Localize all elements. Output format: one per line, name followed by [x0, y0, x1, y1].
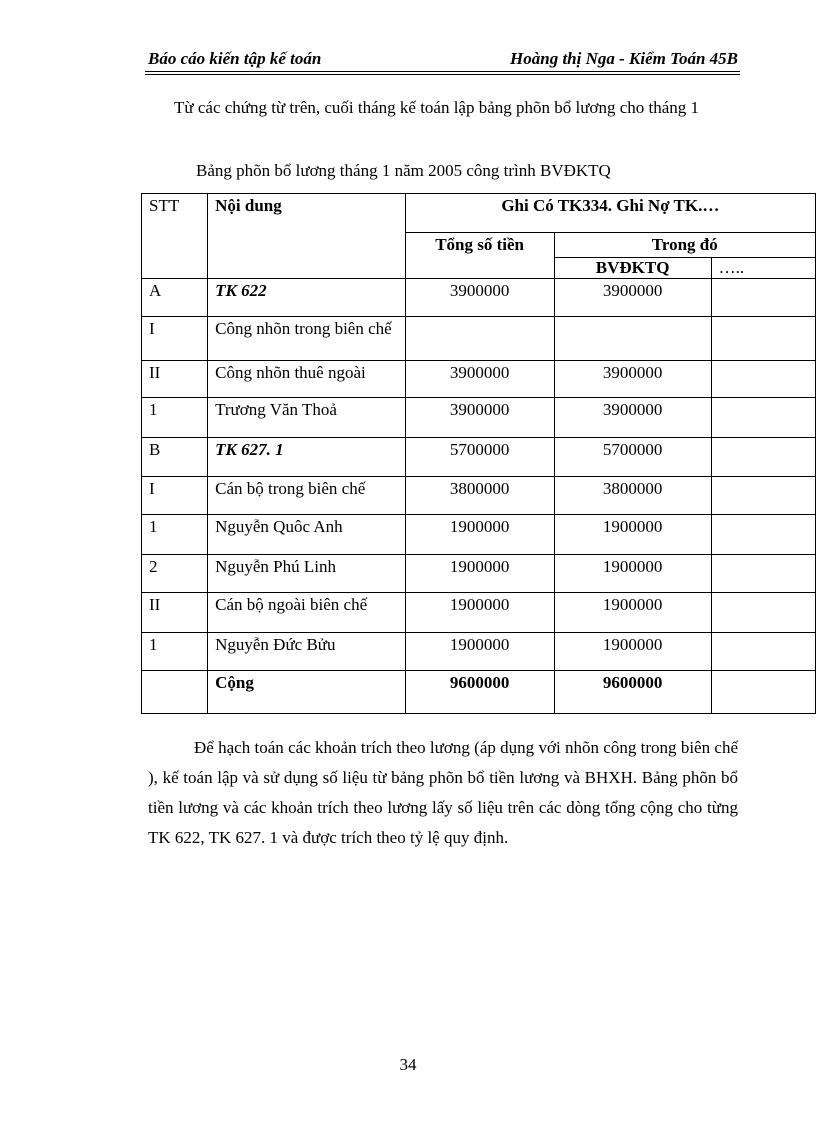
row-other	[711, 398, 815, 438]
row-total: 3900000	[405, 361, 554, 398]
table-row	[142, 438, 816, 477]
row-stt: II	[142, 593, 208, 633]
row-bvdktq: 1900000	[554, 633, 711, 671]
row-total: 1900000	[405, 555, 554, 593]
page-header	[145, 48, 740, 70]
table-row	[142, 593, 816, 633]
header-of-which: Trong đó	[554, 233, 815, 258]
row-bvdktq: 9600000	[554, 671, 711, 714]
row-bvdktq: 3900000	[554, 279, 711, 317]
row-content: TK 622	[208, 279, 406, 317]
row-content: Công nhõn thuê ngoài	[208, 361, 406, 398]
intro-paragraph: Từ các chứng từ trên, cuối tháng kế toán lập bảng phõn bổ lương cho tháng 1	[174, 98, 700, 117]
row-total: 3900000	[405, 279, 554, 317]
row-stt: II	[142, 361, 208, 398]
table-header-row	[142, 194, 816, 233]
table-row	[142, 279, 816, 317]
table-row	[142, 361, 816, 398]
row-other	[711, 317, 815, 361]
row-stt	[142, 671, 208, 714]
header-left-title: Báo cáo kiến tập kế toán	[148, 49, 322, 68]
header-right-author: Hoàng thị Nga - Kiểm Toán 45B	[510, 49, 738, 68]
row-content: Cán bộ ngoài biên chế	[208, 593, 406, 633]
row-bvdktq: 1900000	[554, 555, 711, 593]
table-total-row	[142, 671, 816, 714]
row-content: Công nhõn trong biên chế	[208, 317, 406, 361]
row-total: 9600000	[405, 671, 554, 714]
row-content: Cán bộ trong biên chế	[208, 477, 406, 515]
row-bvdktq: 1900000	[554, 515, 711, 555]
table-row	[142, 317, 816, 361]
row-stt: B	[142, 438, 208, 477]
row-total: 1900000	[405, 593, 554, 633]
header-rule-double	[145, 74, 740, 75]
table-row	[142, 555, 816, 593]
row-stt: A	[142, 279, 208, 317]
row-stt: 1	[142, 515, 208, 555]
row-other	[711, 633, 815, 671]
header-stt: STT	[142, 194, 208, 279]
row-bvdktq: 3800000	[554, 477, 711, 515]
row-bvdktq: 3900000	[554, 361, 711, 398]
row-other	[711, 671, 815, 714]
row-total	[405, 317, 554, 361]
salary-allocation-table	[141, 193, 816, 714]
closing-paragraph: Để hạch toán các khoản trích theo lương (áp dụng với nhõn công trong biên chế ), kế toán lập và sử dụng số liệu từ bảng phõn bổ tiền lương và BHXH. Bảng phõn bổ tiền lương và các khoản trích theo lương lấy số liệu trên các dòng tổng cộng cho từng TK 622, TK 627. 1 và được trích theo tỷ lệ quy định.	[148, 738, 738, 847]
row-stt: 1	[142, 633, 208, 671]
header-total: Tổng số tiền	[405, 233, 554, 279]
row-bvdktq: 5700000	[554, 438, 711, 477]
header-content: Nội dung	[208, 194, 406, 279]
row-content: Trương Văn Thoả	[208, 398, 406, 438]
row-content: Nguyễn Phú Linh	[208, 555, 406, 593]
row-other	[711, 593, 815, 633]
row-total: 1900000	[405, 633, 554, 671]
row-stt: 2	[142, 555, 208, 593]
header-rule	[145, 71, 740, 72]
table-row	[142, 398, 816, 438]
header-bvdktq: BVĐKTQ	[554, 258, 711, 279]
row-other	[711, 361, 815, 398]
header-group: Ghi Có TK334. Ghi Nợ TK.…	[405, 194, 815, 233]
row-stt: I	[142, 317, 208, 361]
table-caption: Bảng phõn bổ lương tháng 1 năm 2005 công trình BVĐKTQ	[196, 161, 611, 180]
row-other	[711, 515, 815, 555]
row-other	[711, 279, 815, 317]
row-total: 3800000	[405, 477, 554, 515]
row-bvdktq	[554, 317, 711, 361]
row-stt: I	[142, 477, 208, 515]
row-other	[711, 477, 815, 515]
page-number: 34	[399, 1055, 417, 1074]
row-other	[711, 555, 815, 593]
row-content: Nguyễn Quôc Anh	[208, 515, 406, 555]
row-content: TK 627. 1	[208, 438, 406, 477]
row-total: 1900000	[405, 515, 554, 555]
row-total: 5700000	[405, 438, 554, 477]
table-row	[142, 477, 816, 515]
row-bvdktq: 3900000	[554, 398, 711, 438]
table-row	[142, 515, 816, 555]
row-stt: 1	[142, 398, 208, 438]
table-row	[142, 633, 816, 671]
row-total: 3900000	[405, 398, 554, 438]
header-other: …..	[711, 258, 815, 279]
row-bvdktq: 1900000	[554, 593, 711, 633]
row-content: Cộng	[208, 671, 406, 714]
row-other	[711, 438, 815, 477]
row-content: Nguyễn Đức Bửu	[208, 633, 406, 671]
